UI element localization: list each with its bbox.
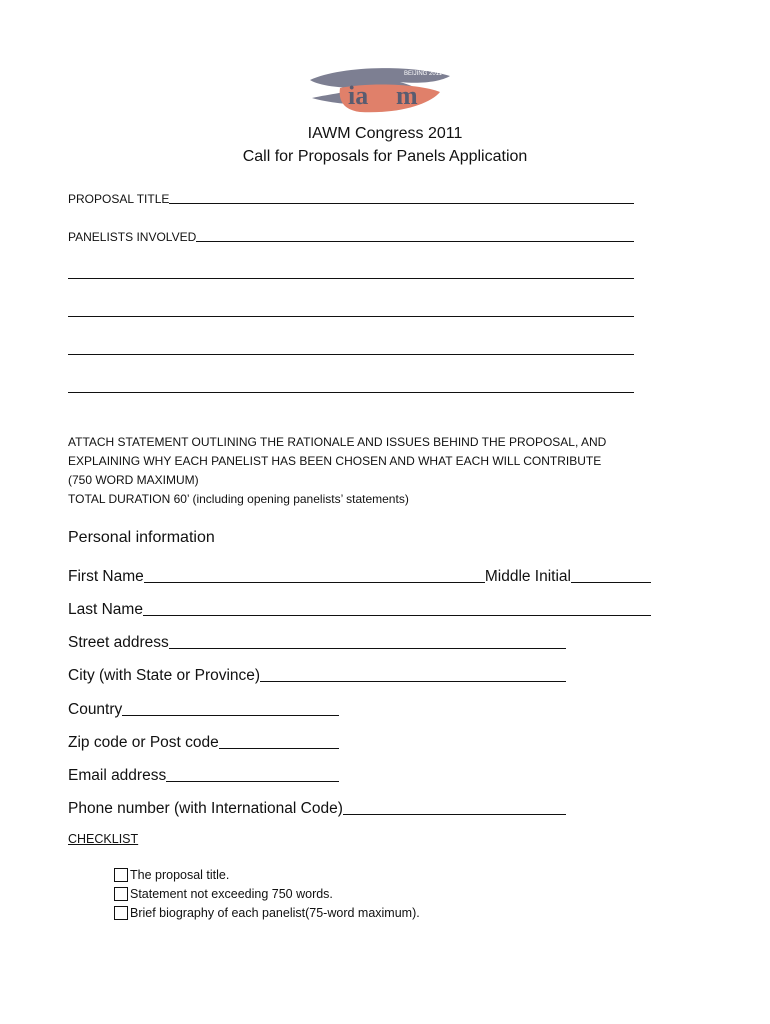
checklist-item (114, 906, 420, 920)
city-row (68, 665, 566, 685)
checkbox[interactable] (114, 887, 128, 901)
proposal-title-row (68, 189, 634, 206)
panelists-line-1[interactable] (68, 278, 634, 279)
zip-field[interactable] (219, 732, 339, 749)
country-label: Country (68, 701, 123, 718)
city-label: City (with State or Province) (68, 667, 261, 684)
street-row (68, 632, 566, 652)
personal-info-heading: Personal information (68, 529, 215, 546)
email-field[interactable] (166, 765, 339, 782)
last-name-label: Last Name (68, 601, 143, 618)
email-row (68, 765, 339, 785)
iawm-logo (300, 58, 460, 120)
first-name-label: First Name (68, 568, 144, 585)
proposal-title-label: PROPOSAL TITLE (68, 192, 170, 206)
street-label: Street address (68, 634, 169, 651)
middle-initial-label: Middle Initial (484, 568, 571, 585)
panelists-line-4[interactable] (68, 392, 634, 393)
panelists-line-3[interactable] (68, 354, 634, 355)
zip-row (68, 732, 339, 752)
svg-text:m: m (396, 81, 418, 110)
first-name-row (68, 566, 651, 586)
phone-label: Phone number (with International Code) (68, 800, 343, 817)
middle-initial-field[interactable] (571, 566, 651, 583)
svg-text:ia: ia (348, 81, 369, 110)
last-name-field[interactable] (143, 599, 651, 616)
checkbox[interactable] (114, 868, 128, 882)
country-field[interactable] (122, 699, 339, 716)
checklist-item-label: The proposal title. (130, 868, 230, 882)
instructions-line-4: TOTAL DURATION 60’ (including opening panelists’ statements) (68, 492, 409, 506)
checklist-item (114, 887, 333, 901)
instructions-line-3: (750 WORD MAXIMUM) (68, 473, 199, 487)
city-field[interactable] (260, 665, 566, 682)
checkbox[interactable] (114, 906, 128, 920)
page-subtitle: Call for Proposals for Panels Application (242, 148, 528, 165)
panelists-line-2[interactable] (68, 316, 634, 317)
checklist-heading: CHECKLIST (68, 832, 139, 846)
panelists-row (68, 227, 634, 244)
panelists-field[interactable] (196, 227, 634, 242)
phone-row (68, 798, 566, 818)
country-row (68, 699, 339, 719)
instructions-line-1: ATTACH STATEMENT OUTLINING THE RATIONALE AND ISSUES BEHIND THE PROPOSAL, AND (68, 435, 607, 449)
last-name-row (68, 599, 651, 619)
instructions-line-2: EXPLAINING WHY EACH PANELIST HAS BEEN CHOSEN AND WHAT EACH WILL CONTRIBUTE (68, 454, 602, 468)
logo-small-text: BEIJING 2011 (404, 71, 442, 77)
checklist-item (114, 868, 229, 882)
checklist-item-label: Statement not exceeding 750 words. (130, 887, 333, 901)
first-name-field[interactable] (144, 566, 485, 583)
checklist-item-label: Brief biography of each panelist(75-word maximum). (130, 906, 420, 920)
zip-label: Zip code or Post code (68, 734, 219, 751)
page-title: IAWM Congress 2011 (307, 125, 463, 142)
street-field[interactable] (169, 632, 566, 649)
panelists-label: PANELISTS INVOLVED (68, 230, 197, 244)
email-label: Email address (68, 767, 167, 784)
proposal-title-field[interactable] (169, 189, 634, 204)
phone-field[interactable] (343, 798, 566, 815)
